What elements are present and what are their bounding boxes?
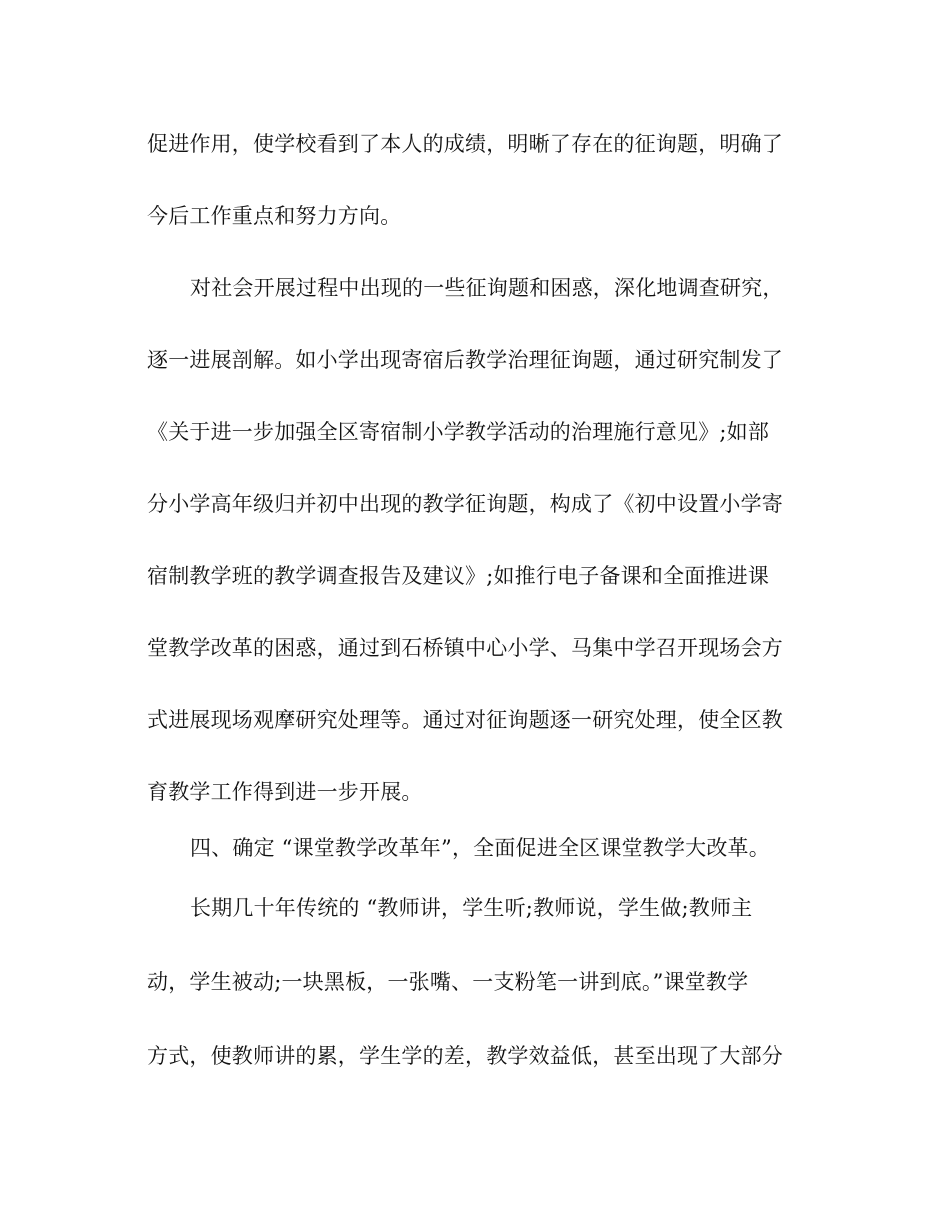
- text-line: 育教学工作得到进一步开展。: [147, 780, 423, 804]
- text-line: 促进作用，使学校看到了本人的成绩，明晰了存在的征询题，明确了: [147, 132, 783, 156]
- text-line: 今后工作重点和努力方向。: [147, 204, 402, 228]
- text-line: 方式，使教师讲的累，学生学的差，教学效益低，甚至出现了大部分: [147, 1044, 783, 1068]
- text-line: 堂教学改革的困惑，通过到石桥镇中心小学、马集中学召开现场会方: [147, 636, 783, 660]
- text-line: 式进展现场观摩研究处理等。通过对征询题逐一研究处理，使全区教: [147, 708, 783, 732]
- text-line: 宿制教学班的教学调查报告及建议》;如推行电子备课和全面推进课: [147, 564, 770, 588]
- text-line: 《关于进一步加强全区寄宿制小学教学活动的治理施行意见》;如部: [147, 420, 770, 444]
- section-heading: 四、确定 “课堂教学改革年”，全面促进全区课堂教学大改革。: [190, 836, 770, 860]
- text-line: 长期几十年传统的 “教师讲，学生听;教师说，学生做;教师主: [190, 896, 753, 920]
- text-line: 对社会开展过程中出现的一些征询题和困惑，深化地调查研究，: [190, 276, 784, 300]
- text-line: 逐一进展剖解。如小学出现寄宿后教学治理征询题，通过研究制发了: [147, 348, 783, 372]
- text-line: 动，学生被动;一块黑板，一张嘴、一支粉笔一讲到底。”课堂教学: [147, 970, 749, 994]
- text-line: 分小学高年级归并初中出现的教学征询题，构成了《初中设置小学寄: [147, 492, 783, 516]
